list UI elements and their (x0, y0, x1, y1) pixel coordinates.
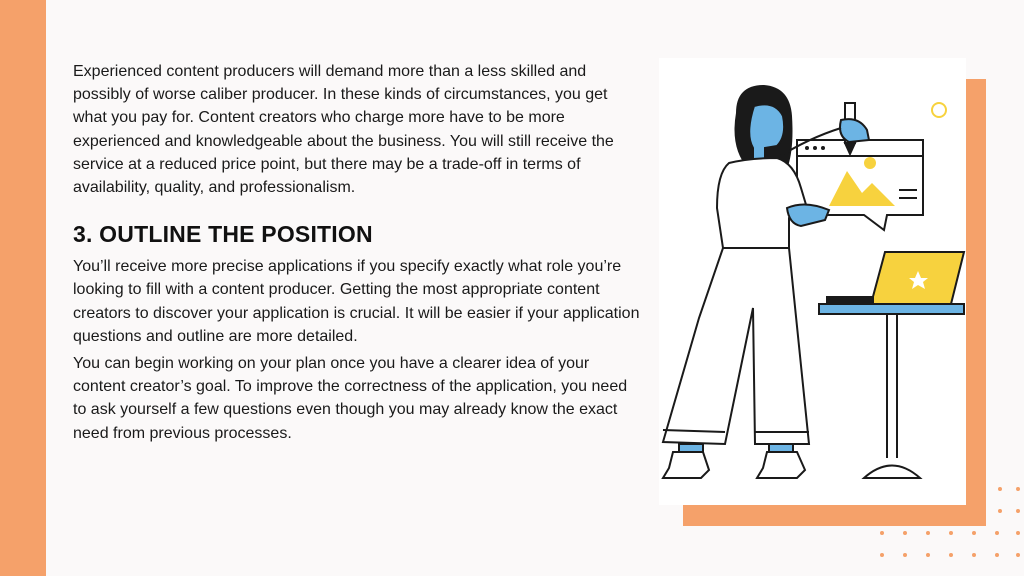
circle-decoration-icon (932, 103, 946, 117)
section-heading: 3. OUTLINE THE POSITION (73, 221, 373, 248)
image-frame (659, 58, 966, 505)
laptop-stand-icon (819, 304, 964, 478)
article-body (73, 60, 643, 445)
paragraph-plan: You can begin working on your plan once you have a clearer idea of your content creator’s goal. To improve the correctness of the application, you need to ask yourself a few questions even though you may already know the exact need from previous processes. (73, 355, 628, 442)
woman-with-laptop-illustration (659, 58, 966, 505)
paragraph-pricing: Experienced content producers will demand more than a less skilled and possibly of worse caliber producer. In these kinds of circumstances, you get what you pay for. Content creators who charge more have to be more experienced and knowledgeable about the business. You will still receive the service at a reduced price point, but there may be a trade-off in terms of availability, quality, and professionalism. (73, 63, 614, 197)
left-accent-bar (0, 0, 46, 576)
laptop-icon (827, 252, 964, 304)
paragraph-outline: You’ll receive more precise applications if you specify exactly what role you’re looking to fill with a content producer. Getting the most appropriate content creators to discover your application is crucial. It will be easier if your application questions and outline are more detailed. (73, 258, 640, 345)
